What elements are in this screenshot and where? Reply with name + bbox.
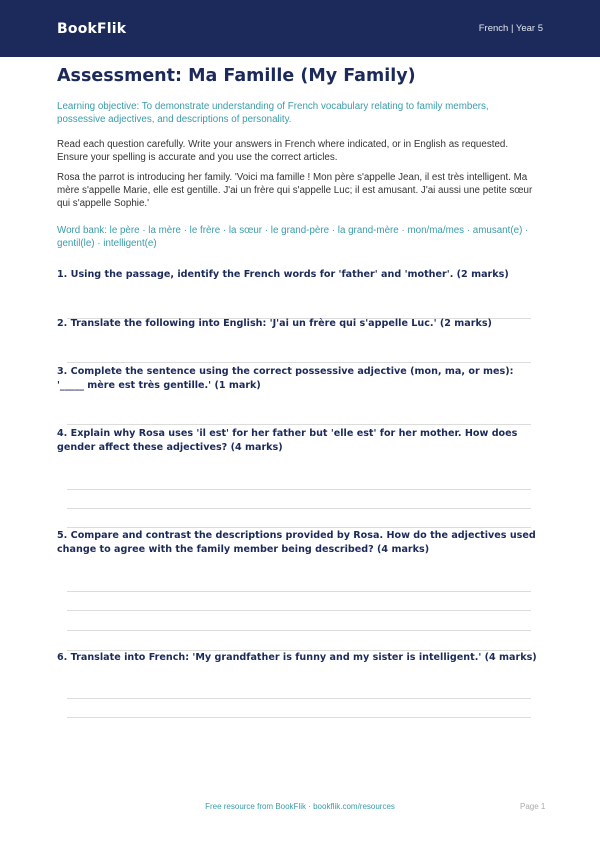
answer-line[interactable] [67,610,531,611]
page-header [0,0,600,57]
answer-line[interactable] [67,489,531,490]
answer-line[interactable] [67,424,531,425]
question-1: 1. Using the passage, identify the French words for 'father' and 'mother'. (2 marks) [57,269,509,280]
question-3: 3. Complete the sentence using the correct possessive adjective (mon, ma, or mes): '_____ mère est très gentille.' (1 mark) [57,366,514,391]
page-number: Page 1 [520,802,546,811]
question-5: 5. Compare and contrast the descriptions provided by Rosa. How do the adjectives used change to agree with the family member being described? (4 marks) [57,530,536,555]
learning-objective: Learning objective: To demonstrate understanding of French vocabulary relating to family members, possessive adjectives, and descriptions of personality. [57,101,489,125]
subject-year-label: French | Year 5 [478,23,543,34]
instructions-text: Read each question carefully. Write your answers in French where indicated, or in English as requested. Ensure your spelling is accurate and you use the correct articles. [57,139,509,163]
question-4: 4. Explain why Rosa uses 'il est' for her father but 'elle est' for her mother. How does gender affect these adjectives? (4 marks) [57,428,518,453]
word-bank: Word bank: le père · la mère · le frère · la sœur · le grand-père · la grand-mère · mon/ma/mes · amusant(e) · gentil(le) · intelligent(e) [57,225,529,249]
brand-logo: BookFlik [57,20,127,37]
answer-line[interactable] [67,630,531,631]
page-title: Assessment: Ma Famille (My Family) [57,66,416,86]
answer-line[interactable] [67,717,531,718]
answer-line[interactable] [67,591,531,592]
answer-line[interactable] [67,527,531,528]
reading-passage: Rosa the parrot is introducing her family. 'Voici ma famille ! Mon père s'appelle Jean, il est très intelligent. Ma mère s'appelle Marie, elle est gentille. J'ai un frère qui s'appelle Luc; il est amusant. J'ai aussi une petite sœur qui s'appelle Sophie.' [57,172,533,209]
question-6: 6. Translate into French: 'My grandfather is funny and my sister is intelligent.' (4 marks) [57,652,537,663]
footer-resource-link[interactable]: Free resource from BookFlik · bookflik.com/resources [205,802,395,811]
question-2: 2. Translate the following into English: 'J'ai un frère qui s'appelle Luc.' (2 marks) [57,318,492,329]
answer-line[interactable] [67,362,531,363]
answer-line[interactable] [67,698,531,699]
answer-line[interactable] [67,508,531,509]
